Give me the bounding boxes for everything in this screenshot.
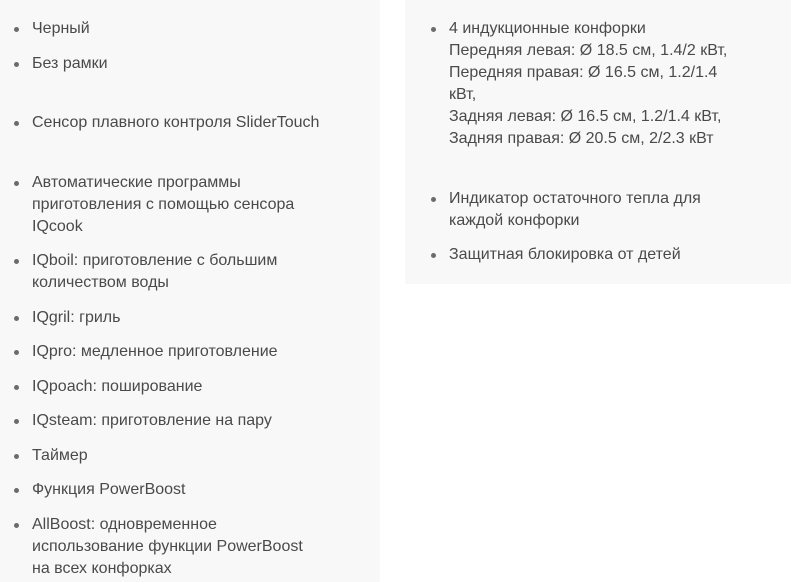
list-item: Функция PowerBoost: [32, 479, 372, 501]
list-item: IQpro: медленное приготовление: [32, 341, 372, 363]
list-item: Таймер: [32, 445, 372, 467]
list-item: Защитная блокировка от детей: [449, 244, 779, 266]
list-item: Индикатор остаточного тепла для каждой конфорки: [449, 188, 779, 232]
list-item: IQsteam: приготовление на пару: [32, 410, 372, 432]
list-item: AllBoost: одновременное использование функции PowerBoost на всех конфорках: [32, 514, 372, 580]
features-panel-left: [0, 0, 380, 582]
list-item: Черный: [32, 18, 372, 40]
features-panel-right: [405, 0, 791, 284]
list-item: Без рамки: [32, 53, 372, 75]
list-item: Автоматические программы приготовления с помощью сенсора IQcook: [32, 172, 372, 238]
list-item: 4 индукционные конфорки Передняя левая: Ø 18.5 см, 1.4/2 кВт, Передняя правая: Ø 16.5 см, 1.2/1.4 кВт, Задняя левая: Ø 16.5 см, 1.2/1.4 кВт, Задняя правая: Ø 20.5 см, 2/2.3 кВт: [449, 18, 779, 150]
list-item: IQgril: гриль: [32, 307, 372, 329]
list-item: IQpoach: поширование: [32, 376, 372, 398]
list-item: IQboil: приготовление с большим количеством воды: [32, 250, 372, 294]
list-item: Сенсор плавного контроля SliderTouch: [32, 112, 372, 134]
